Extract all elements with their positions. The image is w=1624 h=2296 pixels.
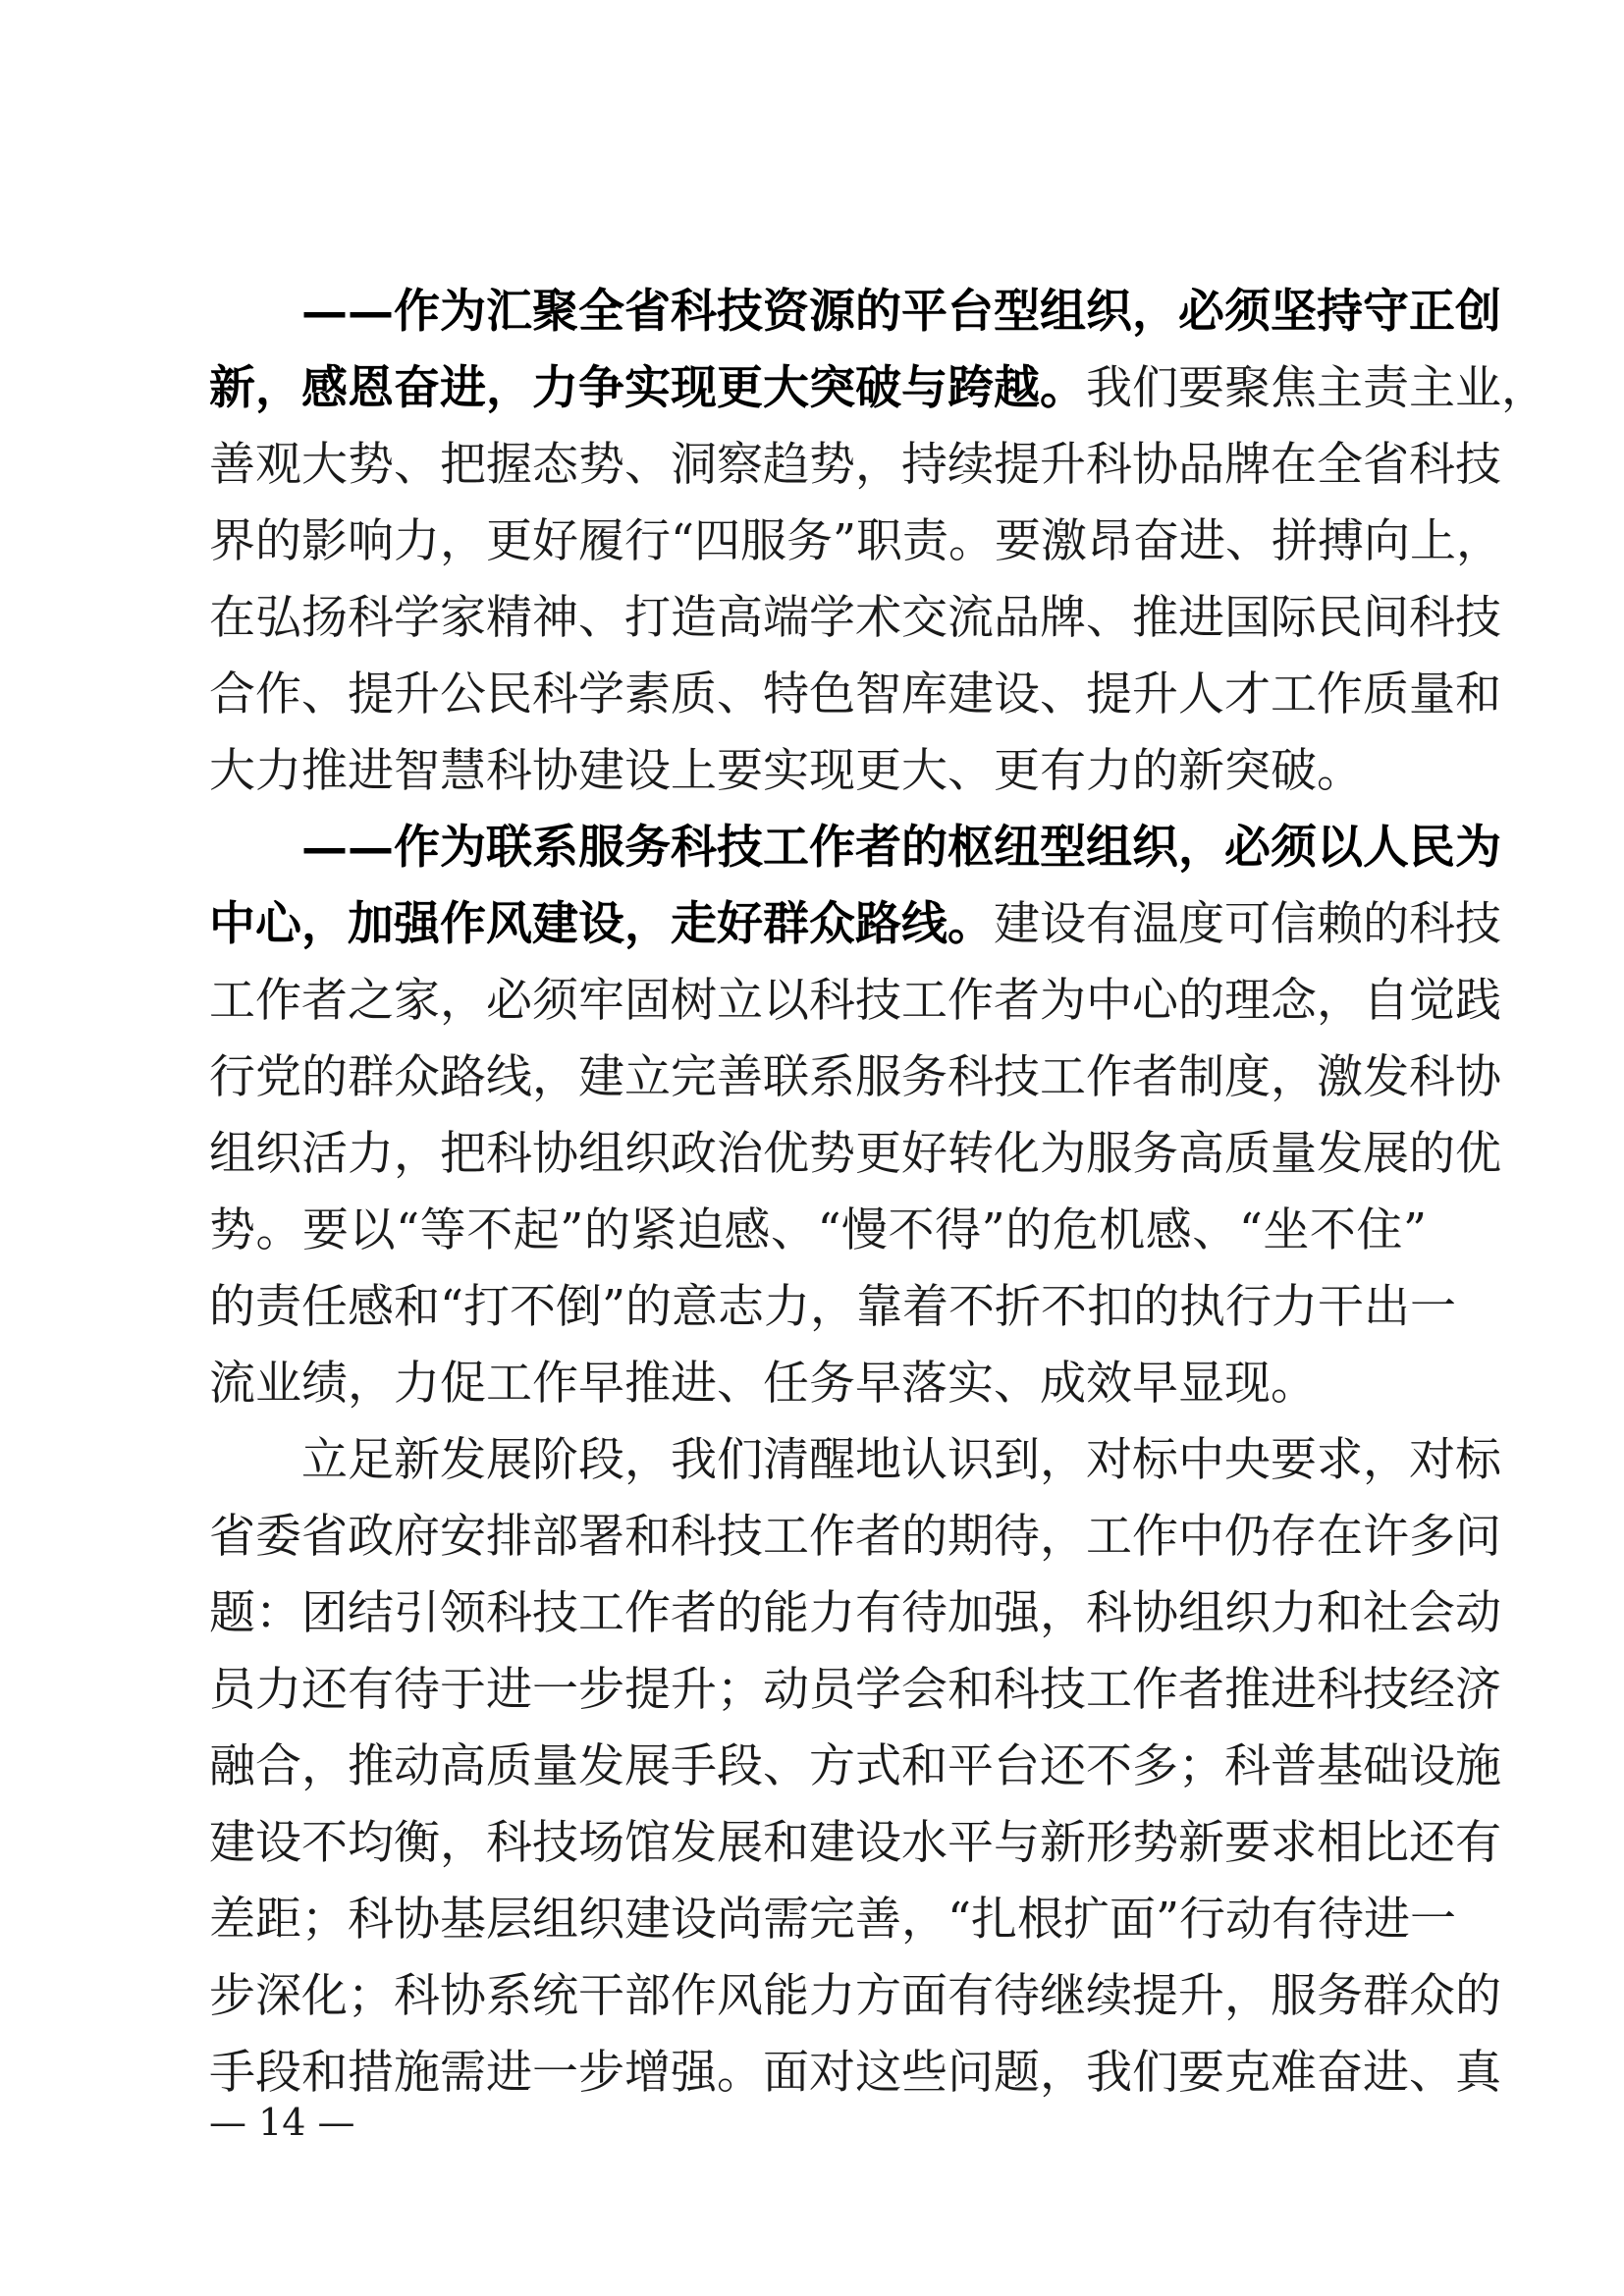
text-run: 手段和措施需进一步增强。面对这些问题，我们要克难奋进、真	[209, 2046, 1501, 2100]
paragraph-1-line-1	[301, 274, 1501, 350]
text-run: 界的影响力，更好履行“四服务”职责。要激昂奋进、拼搏向上，	[209, 514, 1503, 568]
bold-run: ——作为汇聚全省科技资源的平台型组织，必须坚持守正创	[301, 285, 1501, 339]
paragraph-1-line-5	[209, 580, 1501, 657]
text-run: 组织活力，把科协组织政治优势更好转化为服务高质量发展的优	[209, 1127, 1501, 1181]
text-run: 建设不均衡，科技场馆发展和建设水平与新形势新要求相比还有	[209, 1816, 1501, 1870]
paragraph-2-line-8	[209, 1346, 1427, 1422]
text-run: 建设有温度可信赖的科技	[994, 897, 1501, 951]
text-run: 员力还有待于进一步提升；动员学会和科技工作者推进科技经济	[209, 1663, 1501, 1717]
bold-run: 中心，加强作风建设，走好群众路线。	[209, 897, 994, 951]
paragraph-2-line-3	[209, 963, 1501, 1040]
paragraph-3-line-3	[209, 1575, 1501, 1652]
text-run: 我们要聚焦主责主业，	[1086, 361, 1547, 415]
paragraph-1-line-7	[209, 733, 1427, 810]
paragraph-3-line-5	[209, 1729, 1501, 1805]
text-run: 大力推进智慧科协建设上要实现更大、更有力的新突破。	[209, 744, 1363, 798]
paragraph-2-line-4	[209, 1040, 1501, 1116]
paragraph-1-line-6	[209, 657, 1501, 733]
paragraph-3-line-6	[209, 1805, 1501, 1882]
paragraph-3-line-1	[301, 1422, 1501, 1499]
paragraph-1-line-4	[209, 504, 1503, 580]
bold-run: ——作为联系服务科技工作者的枢纽型组织，必须以人民为	[301, 821, 1501, 875]
text-run: 善观大势、把握态势、洞察趋势，持续提升科协品牌在全省科技	[209, 438, 1501, 492]
paragraph-1-line-3	[209, 427, 1501, 504]
paragraph-1-line-2	[209, 350, 1547, 427]
text-run: 在弘扬科学家精神、打造高端学术交流品牌、推进国际民间科技	[209, 591, 1501, 645]
paragraph-3-line-2	[209, 1499, 1501, 1575]
paragraph-3-line-8	[209, 1958, 1501, 2035]
text-run: 题：团结引领科技工作者的能力有待加强，科协组织力和社会动	[209, 1586, 1501, 1640]
paragraph-2-line-5	[209, 1116, 1501, 1193]
paragraph-2-line-2	[209, 886, 1501, 963]
text-run: 工作者之家，必须牢固树立以科技工作者为中心的理念，自觉践	[209, 974, 1501, 1028]
bold-run: 新，感恩奋进，力争实现更大突破与跨越。	[209, 361, 1086, 415]
paragraph-3-line-4	[209, 1652, 1501, 1729]
text-run: 势。要以“等不起”的紧迫感、“慢不得”的危机感、“坐不住”	[209, 1203, 1427, 1257]
text-run: 差距；科协基层组织建设尚需完善，“扎根扩面”行动有待进一	[209, 1893, 1457, 1947]
text-run: 流业绩，力促工作早推进、任务早落实、成效早显现。	[209, 1357, 1317, 1411]
text-run: 省委省政府安排部署和科技工作者的期待，工作中仍存在许多问	[209, 1510, 1501, 1564]
text-run: 融合，推动高质量发展手段、方式和平台还不多；科普基础设施	[209, 1739, 1501, 1793]
paragraph-3-line-7	[209, 1882, 1457, 1958]
paragraph-2-line-1	[301, 810, 1501, 886]
page-number: — 14 —	[209, 2101, 355, 2144]
text-run: 合作、提升公民科学素质、特色智库建设、提升人才工作质量和	[209, 667, 1501, 721]
text-run: 行党的群众路线，建立完善联系服务科技工作者制度，激发科协	[209, 1050, 1501, 1104]
paragraph-2-line-7	[209, 1269, 1457, 1346]
text-run: 步深化；科协系统干部作风能力方面有待继续提升，服务群众的	[209, 1969, 1501, 2023]
text-run: 的责任感和“打不倒”的意志力，靠着不折不扣的执行力干出一	[209, 1280, 1457, 1334]
text-run: 立足新发展阶段，我们清醒地认识到，对标中央要求，对标	[301, 1433, 1501, 1487]
paragraph-2-line-6	[209, 1193, 1427, 1269]
